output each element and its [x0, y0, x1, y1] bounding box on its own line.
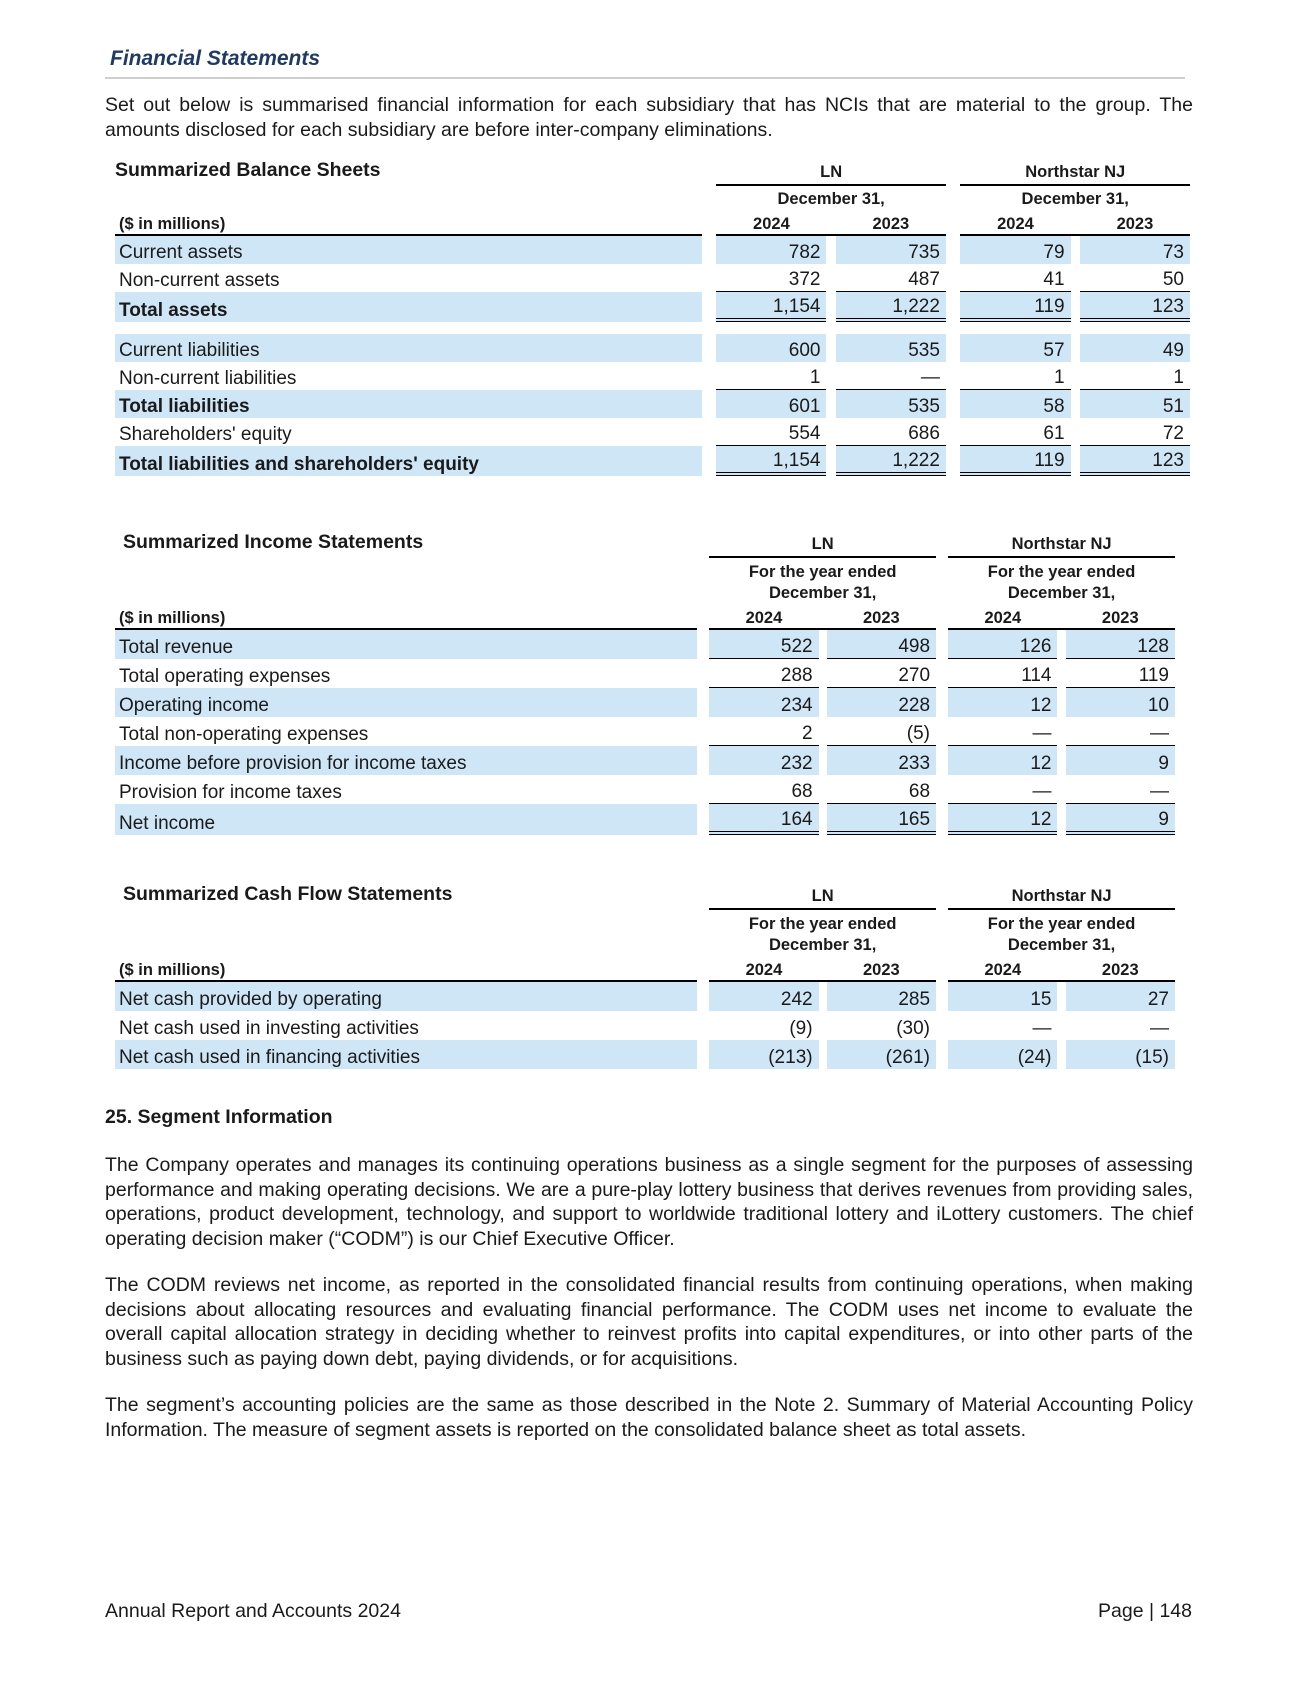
cashflow-period-northstar [948, 910, 1175, 956]
cell-value: 114 [1021, 665, 1052, 686]
cell-value: 27 [1147, 989, 1169, 1010]
balance-period-northstar: December 31, [1021, 190, 1129, 208]
cell-value: 522 [780, 636, 813, 657]
row-label: Current liabilities [115, 334, 702, 362]
page-header-title: Financial Statements [110, 47, 321, 70]
cell-value: 119 [1138, 665, 1169, 686]
cell-value: 119 [1034, 450, 1065, 471]
table-row [115, 236, 1190, 264]
balance-title: Summarized Balance Sheets [115, 159, 381, 181]
income-period-northstar [948, 558, 1175, 604]
table-row [115, 446, 1190, 476]
row-label: Shareholders' equity [119, 424, 292, 445]
table-row [115, 688, 1175, 717]
cell-value: 57 [1043, 340, 1065, 361]
cell-value: 601 [788, 396, 821, 417]
row-label: Non-current liabilities [119, 368, 297, 389]
cell-value: 735 [908, 242, 940, 263]
cell-value: 12 [1030, 695, 1052, 716]
row-label: Net cash provided by operating [115, 982, 697, 1011]
table-row [115, 630, 1175, 659]
income-title: Summarized Income Statements [123, 531, 424, 553]
row-label: Non-current assets [119, 270, 280, 291]
row-label: Operating income [115, 688, 697, 717]
row-label: Total assets [115, 292, 702, 322]
row-label: Provision for income taxes [119, 782, 342, 803]
income-statement-table [115, 530, 1175, 835]
table-row [115, 804, 1175, 835]
row-label: Total liabilities and shareholders' equity [115, 446, 702, 476]
cell-value: 12 [1030, 753, 1052, 774]
cell-value: 600 [788, 340, 821, 361]
cell-value: 234 [780, 695, 813, 716]
cell-value: (15) [1135, 1047, 1169, 1068]
table-row [115, 362, 1190, 390]
cell-value: 372 [788, 269, 821, 290]
cell-value: 1,222 [892, 450, 940, 471]
cell-value: 73 [1162, 242, 1184, 263]
cell-value: 686 [908, 423, 940, 444]
table-row [115, 746, 1175, 775]
cell-value: 554 [788, 423, 821, 444]
cell-value: 1 [1173, 367, 1184, 388]
cell-value: 51 [1162, 396, 1184, 417]
table-row [115, 1011, 1175, 1040]
cell-value: 228 [898, 695, 931, 716]
income-entity-northstar: Northstar NJ [1011, 535, 1112, 553]
cell-value: (9) [789, 1018, 813, 1039]
cell-value: — [1032, 1018, 1052, 1039]
cell-value: 12 [1030, 809, 1052, 830]
cashflow-title: Summarized Cash Flow Statements [123, 883, 453, 905]
cell-value: 233 [898, 753, 931, 774]
row-label: Total revenue [115, 630, 697, 659]
balance-year: 2023 [1080, 210, 1190, 236]
income-period-line1: For the year ended [987, 563, 1136, 581]
cell-value: — [1150, 1018, 1169, 1039]
cell-value: (24) [1017, 1047, 1052, 1068]
cell-value: 50 [1162, 269, 1184, 290]
table-row [115, 264, 1190, 292]
income-period-line2: December 31, [1007, 584, 1116, 602]
cell-value: — [1150, 781, 1169, 802]
cell-value: 9 [1158, 809, 1169, 830]
cell-value: 535 [908, 340, 940, 361]
cell-value: 288 [780, 665, 813, 686]
cashflow-entity-northstar: Northstar NJ [1011, 887, 1112, 905]
income-period-line2: December 31, [768, 584, 877, 602]
segment-paragraph-2: The CODM reviews net income, as reported in the consolidated financial results from continuing operations, when making decisions about allocating resources and evaluating financial performance. The CODM uses net income to evaluate the overall capital allocation strategy in deciding whether to reinvest profits into capital expenditures, or into other parts of the business such as paying down debt, paying dividends, or for acquisitions. [105, 1274, 1193, 1370]
table-row [115, 292, 1190, 322]
cashflow-units: ($ in millions) [115, 956, 697, 982]
row-label: Total non-operating expenses [119, 724, 369, 745]
row-label: Net cash used in investing activities [119, 1018, 419, 1039]
row-label: Total liabilities [115, 390, 702, 418]
row-label: Net cash used in financing activities [115, 1040, 697, 1069]
table-row [115, 334, 1190, 362]
cell-value: 782 [788, 242, 821, 263]
cell-value: 2 [802, 723, 813, 744]
cashflow-period-line1: For the year ended [748, 915, 897, 933]
cell-value: 1 [809, 367, 821, 388]
cashflow-period-line1: For the year ended [987, 915, 1136, 933]
cell-value: 58 [1043, 396, 1065, 417]
cashflow-year: 2024 [709, 956, 818, 982]
cell-value: 68 [791, 781, 813, 802]
cell-value: (5) [906, 723, 931, 744]
segment-paragraph-3: The segment’s accounting policies are the same as those described in the Note 2. Summary of Material Accounting Policy Information. The measure of segment assets is reported on the consolidated balance sheet as total assets. [105, 1394, 1193, 1441]
cell-value: (213) [768, 1047, 813, 1068]
cashflow-year: 2023 [1066, 956, 1175, 982]
cashflow-period-line2: December 31, [768, 936, 877, 954]
cell-value: 487 [908, 269, 940, 290]
cell-value: — [1032, 723, 1052, 744]
cell-value: 128 [1137, 636, 1169, 657]
cell-value: 123 [1152, 296, 1184, 317]
cashflow-period-line2: December 31, [1007, 936, 1116, 954]
cell-value: 15 [1030, 989, 1052, 1010]
balance-year: 2024 [716, 210, 826, 236]
cell-value: 1,222 [892, 296, 940, 317]
table-row [115, 775, 1175, 804]
cell-value: 1,154 [772, 450, 821, 471]
table-row [115, 1040, 1175, 1069]
footer-page-number: Page | 148 [1098, 1600, 1192, 1622]
cell-value: 285 [898, 989, 931, 1010]
cash-flow-table [115, 882, 1175, 1069]
cell-value: 126 [1019, 636, 1052, 657]
cell-value: (261) [885, 1047, 931, 1068]
balance-entity-ln: LN [820, 163, 843, 181]
intro-paragraph: Set out below is summarised financial information for each subsidiary that has NCIs that are material to the group. The amounts disclosed for each subsidiary are before inter-company eliminations. [105, 94, 1193, 141]
cell-value: — [920, 367, 940, 388]
footer-report-name: Annual Report and Accounts 2024 [105, 1600, 401, 1622]
header-rule [105, 77, 1185, 79]
row-label: Net income [115, 804, 697, 835]
table-row [115, 418, 1190, 446]
cell-value: 79 [1043, 242, 1065, 263]
segment-section-title: 25. Segment Information [105, 1106, 333, 1128]
income-year: 2024 [948, 604, 1057, 630]
cell-value: 164 [780, 809, 813, 830]
cell-value: 232 [780, 753, 813, 774]
income-period-ln [709, 558, 936, 604]
cell-value: 10 [1147, 695, 1169, 716]
cell-value: 119 [1034, 296, 1065, 317]
table-row [115, 390, 1190, 418]
balance-units: ($ in millions) [115, 210, 702, 236]
cell-value: 498 [898, 636, 931, 657]
cashflow-year: 2023 [827, 956, 936, 982]
cell-value: 535 [908, 396, 940, 417]
row-label: Total operating expenses [119, 666, 331, 687]
balance-entity-northstar: Northstar NJ [1025, 163, 1126, 181]
cell-value: 270 [898, 665, 931, 686]
income-year: 2023 [1066, 604, 1175, 630]
cell-value: — [1150, 723, 1169, 744]
balance-sheet-table [115, 158, 1190, 476]
cashflow-entity-ln: LN [811, 887, 834, 905]
row-label: Income before provision for income taxes [115, 746, 697, 775]
cell-value: 61 [1043, 423, 1065, 444]
cell-value: 72 [1162, 423, 1184, 444]
income-entity-ln: LN [811, 535, 834, 553]
balance-period-ln: December 31, [777, 190, 885, 208]
cashflow-period-ln [709, 910, 936, 956]
cell-value: 1 [1053, 367, 1065, 388]
cell-value: 1,154 [772, 296, 821, 317]
income-units: ($ in millions) [115, 604, 697, 630]
cell-value: 165 [898, 809, 931, 830]
cell-value: 242 [780, 989, 813, 1010]
income-year: 2023 [827, 604, 936, 630]
balance-year: 2023 [836, 210, 946, 236]
cell-value: 68 [908, 781, 931, 802]
row-label: Current assets [115, 236, 702, 264]
table-row [115, 717, 1175, 746]
cashflow-year: 2024 [948, 956, 1057, 982]
cell-value: 49 [1162, 340, 1184, 361]
cell-value: 123 [1152, 450, 1184, 471]
table-row [115, 982, 1175, 1011]
cell-value: 41 [1043, 269, 1065, 290]
income-year: 2024 [709, 604, 818, 630]
table-row [115, 659, 1175, 688]
segment-paragraph-1: The Company operates and manages its continuing operations business as a single segment for the purposes of assessing performance and making operating decisions. We are a pure-play lottery business that derives revenues from providing sales, operations, product development, technology, and support to worldwide traditional lottery and iLottery customers. The chief operating decision maker (“CODM”) is our Chief Executive Officer. [105, 1154, 1193, 1250]
cell-value: (30) [896, 1018, 931, 1039]
cell-value: 9 [1158, 753, 1169, 774]
income-period-line1: For the year ended [748, 563, 897, 581]
cell-value: — [1032, 781, 1052, 802]
balance-year: 2024 [960, 210, 1070, 236]
